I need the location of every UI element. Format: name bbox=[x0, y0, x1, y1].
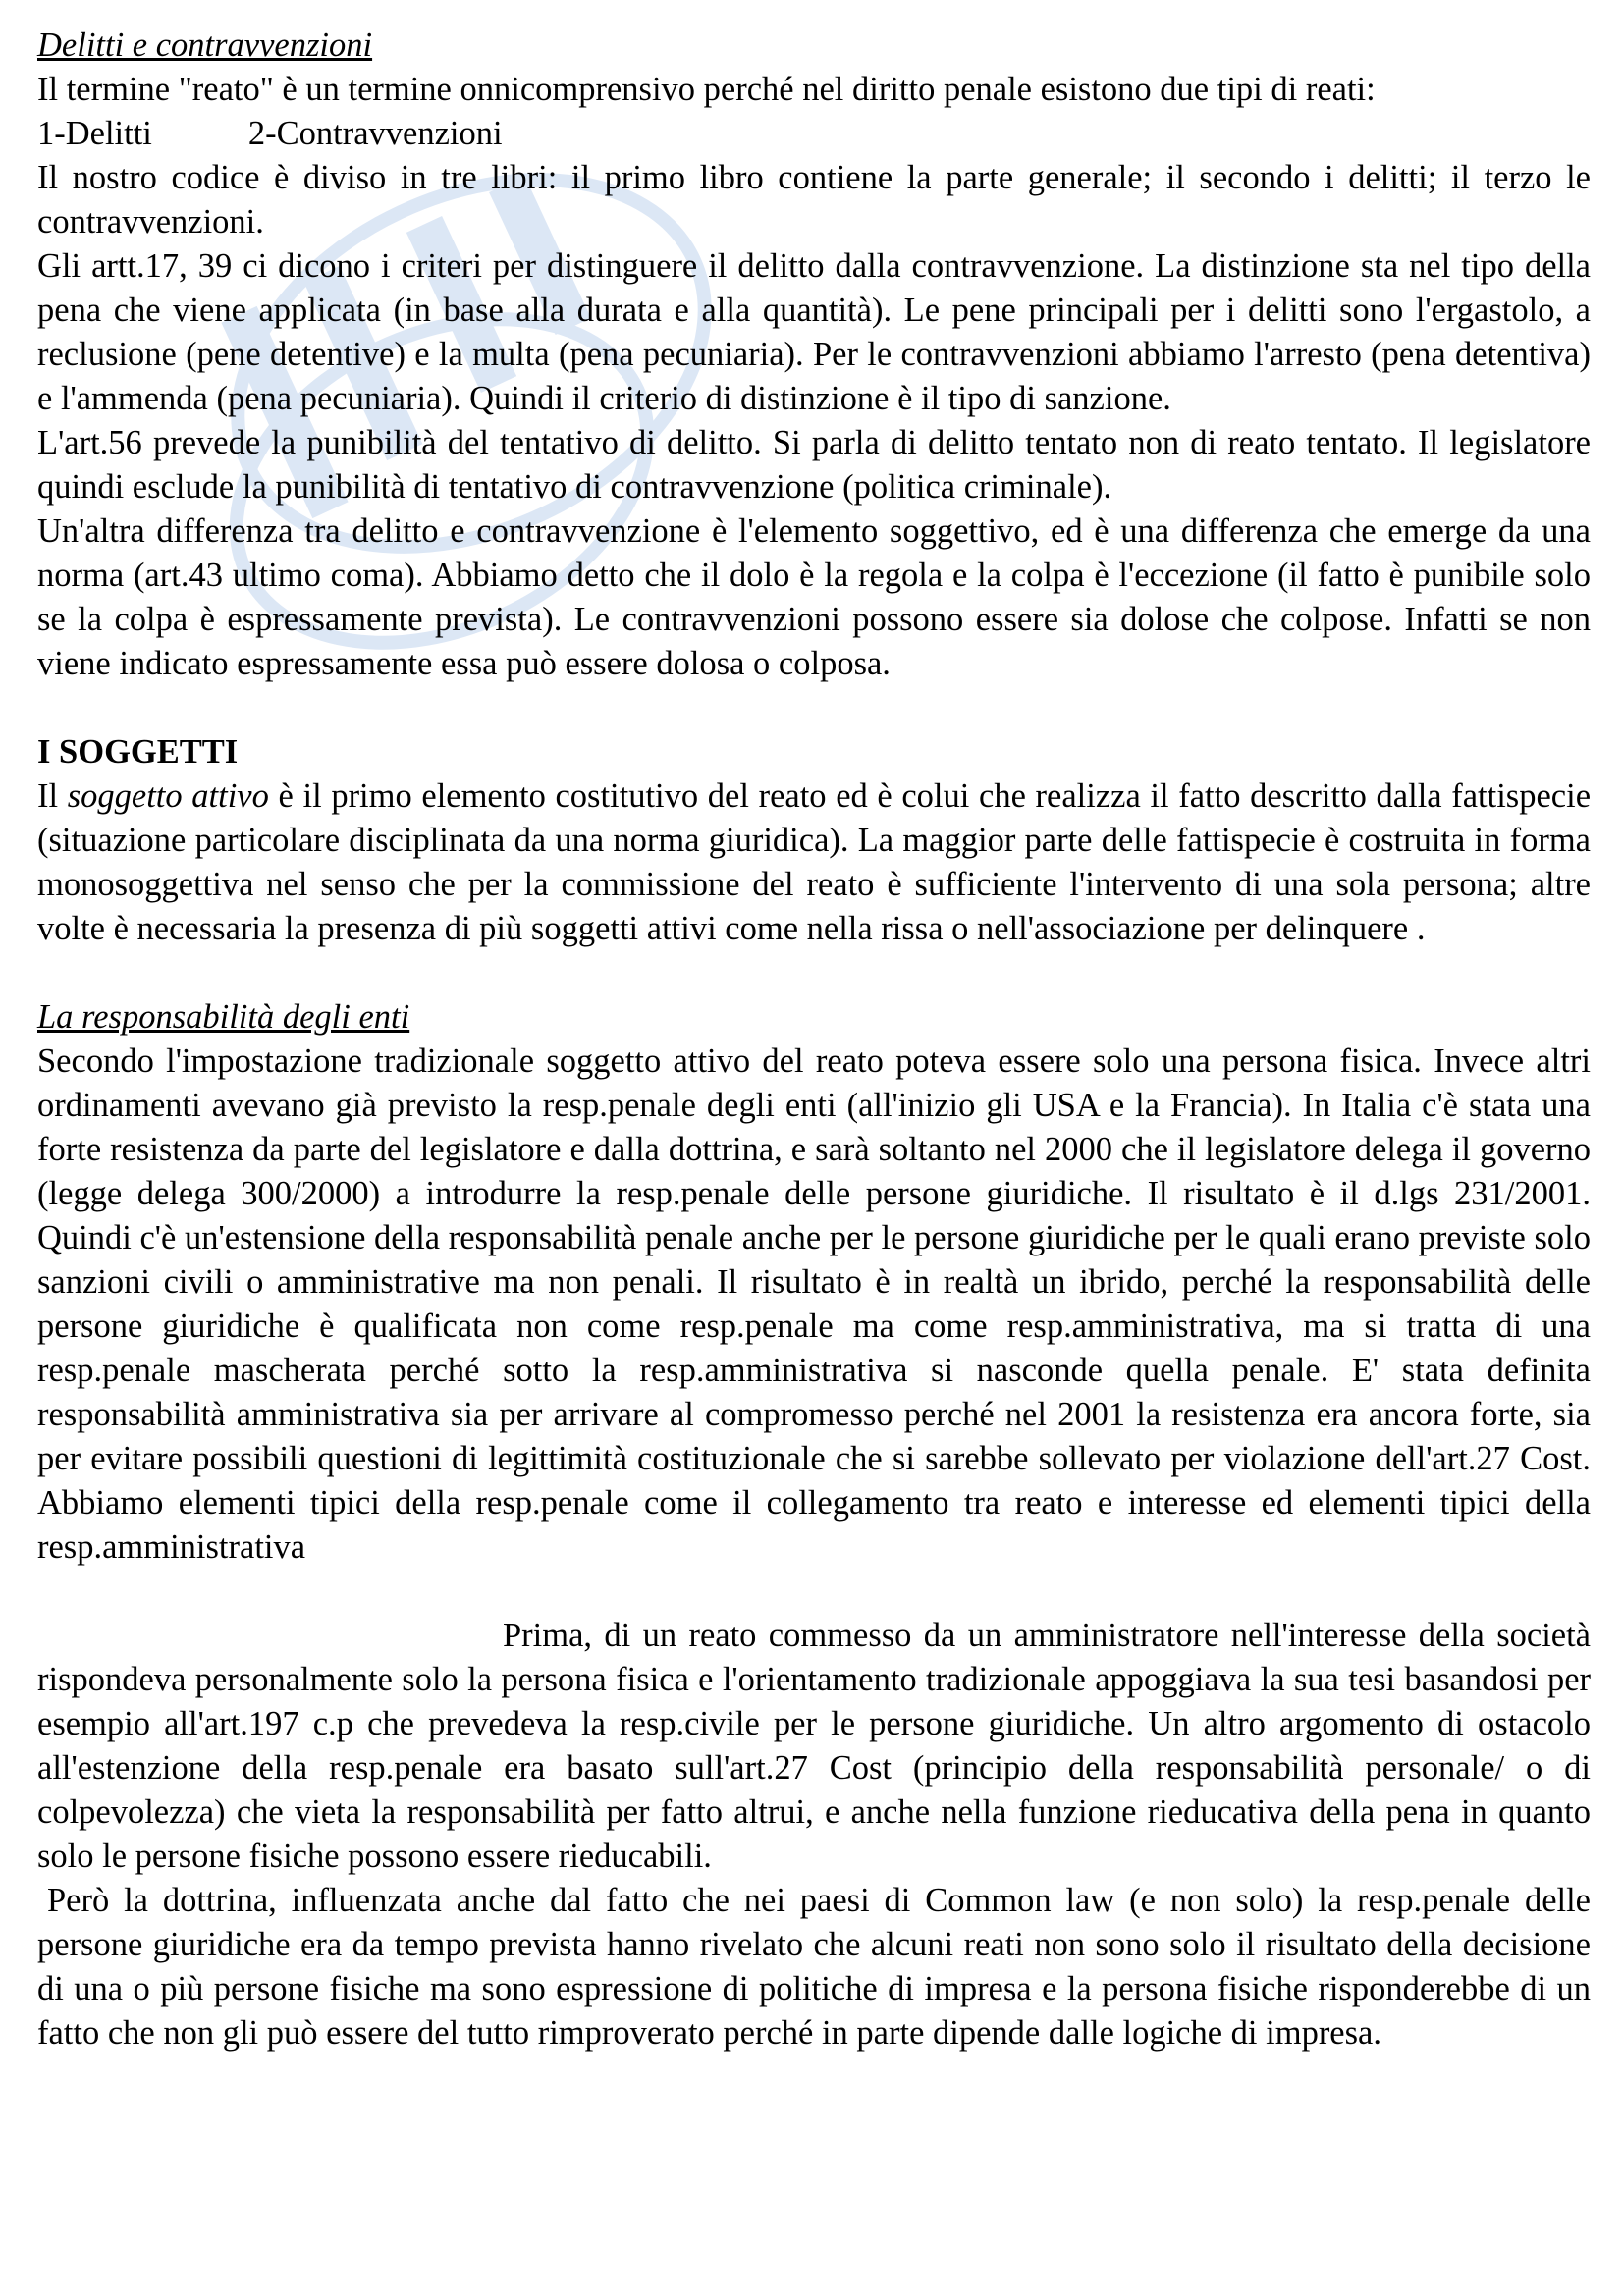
term-soggetto-attivo: soggetto attivo bbox=[67, 777, 269, 815]
paragraph-tentativo: L'art.56 prevede la punibilità del tentativo di delitto. Si parla di delitto tentato non di reato tentato. Il legislatore quindi esclude la punibilità di tentativo di contravvenzione (politica criminale). bbox=[37, 424, 1591, 506]
paragraph-codice: Il nostro codice è diviso in tre libri: il primo libro contiene la parte generale; il secondo i delitti; il terzo le contravvenzioni. bbox=[37, 159, 1591, 240]
paragraph-criteri: Gli artt.17, 39 ci dicono i criteri per distinguere il delitto dalla contravvenzione. La distinzione sta nel tipo della pena che viene applicata (in base alla durata e alla quantità). Le pene principali per i delitti sono l'ergastolo, a reclusione (pene detentive) e la multa (pena pecuniaria). Per le contravvenzioni abbiamo l'arresto (pena detentiva) e l'ammenda (pena pecuniaria). Quindi il criterio di distinzione è il tipo di sanzione. bbox=[37, 247, 1591, 417]
crime-types-line bbox=[37, 112, 1591, 156]
type-delitti: 1-Delitti bbox=[37, 115, 152, 152]
paragraph-soggetto-attivo: Il soggetto attivo è il primo elemento costitutivo del reato ed è colui che realizza il fatto descritto dalla fattispecie (situazione particolare disciplinata da una norma giuridica). La maggior parte delle fattispecie è costruita in forma monosoggettiva nel senso che per la commissione del reato è sufficiente l'intervento di una sola persona; altre volte è necessaria la presenza di più soggetti attivi come nella rissa o nell'associazione per delinquere . bbox=[37, 777, 1592, 947]
paragraph-reato-intro: Il termine "reato" è un termine onnicomprensivo perché nel diritto penale esistono due tipi di reati: bbox=[37, 71, 1376, 108]
paragraph-elemento-soggettivo: Un'altra differenza tra delitto e contravvenzione è l'elemento soggettivo, ed è una differenza che emerge da una norma (art.43 ultimo coma). Abbiamo detto che il dolo è la regola e la colpa è l'eccezione (il fatto è punibile solo se la colpa è espressamente prevista). Le contravvenzioni possono essere sia dolose che colpose. Infatti se non viene indicato espressamente essa può essere dolosa o colposa. bbox=[37, 512, 1591, 682]
paragraph-impostazione-tradizionale: Secondo l'impostazione tradizionale soggetto attivo del reato poteva essere solo una persona fisica. Invece altri ordinamenti avevano già previsto la resp.penale degli enti (all'inizio gli USA e la Francia). In Italia c'è stata una forte resistenza da parte del legislatore e dalla dottrina, e sarà soltanto nel 2000 che il legislatore delega il governo (legge delega 300/2000) a introdurre la resp.penale delle persone giuridiche. Il risultato è il d.lgs 231/2001. Quindi c'è un'estensione della responsabilità penale anche per le persone giuridiche per le quali erano previste solo sanzioni civili o amministrative ma non penali. Il risultato è in realtà un ibrido, perché la responsabilità delle persone giuridiche è qualificata non come resp.penale ma come resp.amministrativa, ma si tratta di una resp.penale mascherata perché sotto la resp.amministrativa si nasconde quella penale. E' stata definita responsabilità amministrativa sia per arrivare al compromesso perché nel 2001 la resistenza era ancora forte, sia per evitare possibili questioni di legittimità costituzionale che si sarebbe sollevato per violazione dell'art.27 Cost. Abbiamo elementi tipici della resp.penale come il collegamento tra reato e interesse ed elementi tipici della resp.amministrativa bbox=[37, 1042, 1591, 1566]
paragraph-prima: Prima, di un reato commesso da un amministratore nell'interesse della società rispondeva personalmente solo la persona fisica e l'orientamento tradizionale appoggiava la sua tesi basandosi per esempio all'art.197 c.p che prevedeva la resp.civile per le persone giuridiche. Un altro argomento di ostacolo all'estenzione della resp.penale era basato sull'art.27 Cost (principio della responsabilità personale/ o di colpevolezza) che vieta la responsabilità per fatto altrui, e anche nella funzione rieducativa della pena in quanto solo le persone fisiche possono essere rieducabili. bbox=[37, 1617, 1591, 1875]
document-content bbox=[37, 24, 1591, 2056]
type-contravvenzioni: 2-Contravvenzioni bbox=[247, 115, 503, 152]
paragraph-dottrina: Però la dottrina, influenzata anche dal fatto che nei paesi di Common law (e non solo) la resp.penale delle persone giuridiche era da tempo prevista hanno rivelato che alcuni reati non sono solo il risultato della decisione di una o più persone fisiche ma sono espressione di politiche di impresa e la persona fisiche risponderebbe di un fatto che non gli può essere del tutto rimproverato perché in parte dipende dalle logiche di impresa. bbox=[37, 1882, 1591, 2052]
section-title-soggetti: I SOGGETTI bbox=[37, 733, 239, 771]
section-title-delitti: Delitti e contravvenzioni bbox=[37, 27, 373, 64]
section-title-responsabilita-enti: La responsabilità degli enti bbox=[37, 998, 410, 1036]
